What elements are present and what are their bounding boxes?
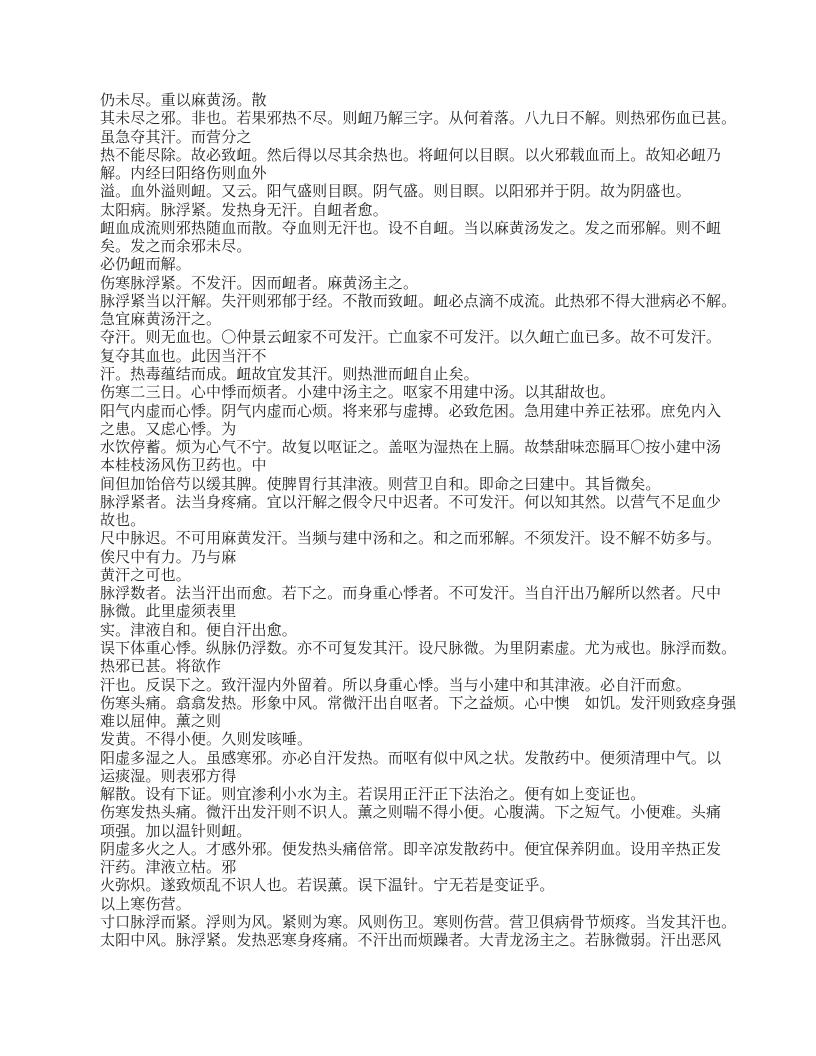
text-line: 仍未尽。重以麻黄汤。散 <box>100 93 267 109</box>
text-line: 脉浮紧者。法当身疼痛。宜以汗解之假令尺中迟者。不可发汗。何以知其然。以营气不足血少 <box>100 494 722 511</box>
text-line: 项强。加以温针则衄。 <box>100 823 252 840</box>
text-line: 解。内经曰阳络伤则血外 <box>100 166 267 183</box>
text-line: 汗也。反误下之。致汗湿内外留着。所以身重心悸。当与小建中和其津液。必自汗而愈。 <box>100 677 691 694</box>
text-line: 本桂枝汤风伤卫药也。中 <box>100 458 267 475</box>
text-line: 汗药。津液立枯。邪 <box>100 860 237 877</box>
text-line: 必仍衄而解。 <box>100 257 191 274</box>
text-line: 热不能尽除。故必致衄。然后得以尽其余热也。将衄何以目瞑。以火邪载血而上。故知必衄乃 <box>100 147 722 164</box>
text-line: 黄汗之可也。 <box>100 567 191 584</box>
text-line: 发黄。不得小便。久则发咳唾。 <box>100 732 313 749</box>
text-line: 汗。热毒蕴结而成。衄故宜发其汗。则热泄而衄自止矣。 <box>100 366 479 383</box>
text-line: 火弥炽。遂致烦乱不识人也。若误薰。误下温针。宁无若是变证乎。 <box>100 878 555 895</box>
text-line: 阴虚多火之人。才感外邪。便发热头痛倍常。即辛凉发散药中。便宜保养阴血。设用辛热正发 <box>100 841 722 858</box>
text-line: 热邪已甚。将欲作 <box>100 659 222 676</box>
text-line: 俟尺中有力。乃与麻 <box>100 549 237 566</box>
text-line: 伤寒二三日。心中悸而烦者。小建中汤主之。呕家不用建中汤。以其甜故也。 <box>100 385 616 402</box>
text-line: 解散。设有下证。则宜渗利小水为主。若误用正汗正下法治之。便有如上变证也。 <box>100 787 646 804</box>
text-line: 脉浮数者。法当汗出而愈。若下之。而身重心悸者。不可发汗。当自汗出乃解所以然者。尺中 <box>100 586 722 603</box>
text-line: 脉浮紧当以汗解。失汗则邪郁于经。不散而致衄。衄必点滴不成流。此热邪不得大泄病必不解。 <box>100 293 737 310</box>
text-line: 以上寒伤营。 <box>100 896 191 913</box>
text-line: 难以屈伸。薰之则 <box>100 714 222 731</box>
text-line: 运痰湿。则表邪方得 <box>100 768 237 785</box>
text-line: 太阳中风。脉浮紧。发热恶寒身疼痛。不汗出而烦躁者。大青龙汤主之。若脉微弱。汗出恶风 <box>100 933 722 950</box>
text-line: 阳虚多湿之人。虽感寒邪。亦必自汗发热。而呕有似中风之状。发散药中。便须清理中气。以 <box>100 750 722 767</box>
text-line: 衄血成流则邪热随血而散。夺血则无汗也。设不自衄。当以麻黄汤发之。发之而邪解。则不衄 <box>100 220 722 237</box>
text-line: 虽急夺其汗。而营分之 <box>100 129 252 146</box>
body-text-block <box>100 92 748 950</box>
text-line: 伤寒头痛。翕翕发热。形象中风。常微汗出自呕者。下之益烦。心中懊 如饥。发汗则致痉身强 <box>100 695 737 712</box>
text-line: 伤寒脉浮紧。不发汗。因而衄者。麻黄汤主之。 <box>100 275 419 292</box>
text-line: 夺汗。则无血也。〇仲景云衄家不可发汗。亡血家不可发汗。以久衄亡血已多。故不可发汗。 <box>100 330 722 347</box>
text-line: 实。津液自和。便自汗出愈。 <box>100 622 297 639</box>
text-line: 其未尽之邪。非也。若果邪热不尽。则衄乃解三字。从何着落。八九日不解。则热邪伤血已甚。 <box>100 111 737 128</box>
text-line: 矣。发之而余邪未尽。 <box>100 239 252 256</box>
text-line: 误下体重心悸。纵脉仍浮数。亦不可复发其汗。设尺脉微。为里阴素虚。尤为戒也。脉浮而数。 <box>100 640 737 657</box>
text-line: 太阳病。脉浮紧。发热身无汗。自衄者愈。 <box>100 202 388 219</box>
text-line: 水饮停蓄。烦为心气不宁。故复以呕证之。盖呕为湿热在上膈。故禁甜味恋膈耳〇按小建中汤 <box>100 440 722 457</box>
text-line: 阳气内虚而心悸。阴气内虚而心烦。将来邪与虚搏。必致危困。急用建中养正祛邪。庶免内入 <box>100 403 722 420</box>
text-line: 溢。血外溢则衄。又云。阳气盛则目瞑。阴气盛。则目瞑。以阳邪并于阴。故为阴盛也。 <box>100 184 691 201</box>
text-line: 故也。 <box>100 513 146 530</box>
text-line: 间但加饴倍芍以缓其脾。使脾胃行其津液。则营卫自和。即命之曰建中。其旨微矣。 <box>100 476 661 493</box>
text-line: 急宜麻黄汤汗之。 <box>100 312 222 329</box>
text-line: 伤寒发热头痛。微汗出发汗则不识人。薰之则喘不得小便。心腹满。下之短气。小便难。头痛 <box>100 805 722 822</box>
text-line: 之患。又虑心悸。为 <box>100 421 237 438</box>
text-line: 寸口脉浮而紧。浮则为风。紧则为寒。风则伤卫。寒则伤营。营卫俱病骨节烦疼。当发其汗也。 <box>100 914 737 931</box>
text-line: 尺中脉迟。不可用麻黄发汗。当频与建中汤和之。和之而邪解。不须发汗。设不解不妨多与。 <box>100 531 722 548</box>
text-line: 脉微。此里虚须表里 <box>100 604 237 621</box>
text-line: 复夺其血也。此因当汗不 <box>100 348 267 365</box>
